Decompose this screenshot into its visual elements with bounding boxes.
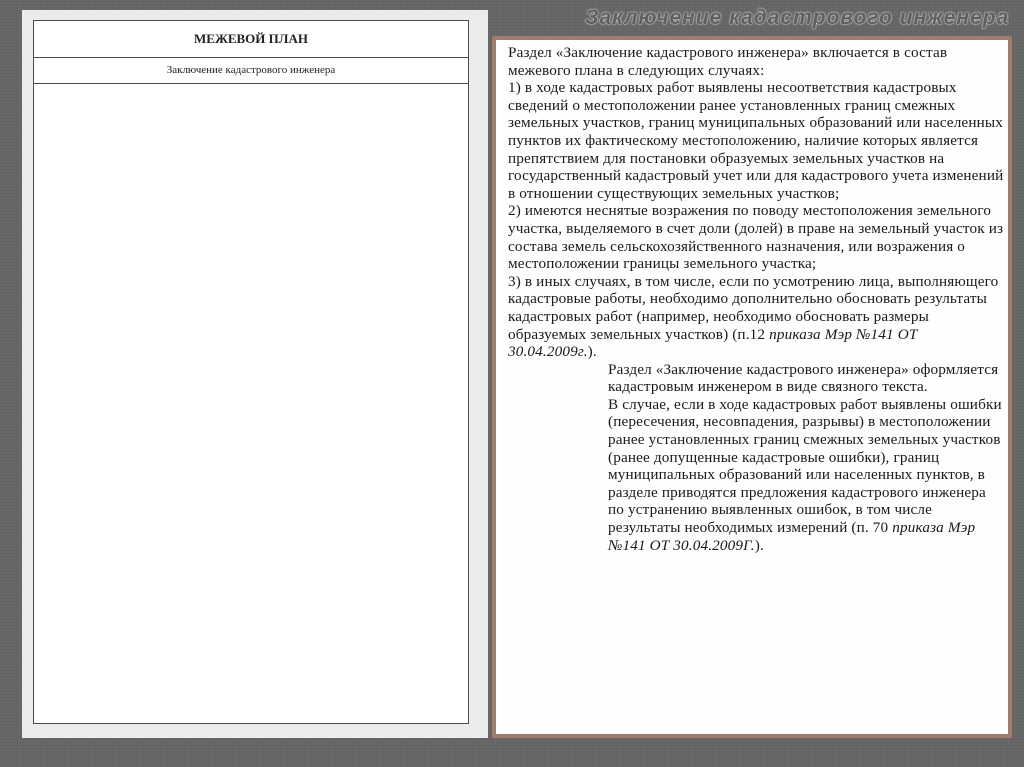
paragraph-errors <box>508 396 1004 554</box>
paragraph-intro: Раздел «Заключение кадастрового инженера» включается в состав межевого плана в следующих случаях: <box>508 44 948 79</box>
paragraph-case-1: 1) в ходе кадастровых работ выявлены несоответствия кадастровых сведений о местоположении ранее установленных границ смежных земельных участков, границ муниципальных образований или населенных пунктов их фактическому местоположению, наличие которых является препятствием для постановки образуемых земельных участков на государственный кадастровый учет или для кадастрового учета изменений в отношении существующих земельных участков; <box>508 79 1004 202</box>
slide-title: Заключение кадастрового инженера <box>585 6 1010 29</box>
order-reference: приказа Мэр №141 ОТ 30.04.2009Г. <box>608 519 976 554</box>
document-header: МЕЖЕВОЙ ПЛАН <box>34 21 468 58</box>
paragraph-errors-end: ). <box>754 536 764 554</box>
document-preview-panel <box>22 10 488 738</box>
text-content <box>508 44 1004 554</box>
paragraph-case-3-text: 3) в иных случаях, в том числе, если по усмотрению лица, выполняющего кадастровые работы, необходимо дополнительно обосновать результаты кадастровых работ (например, необходимо обосновать размеры образуемых земельных участков) (п.12 <box>508 272 999 343</box>
document-subheader: Заключение кадастрового инженера <box>34 58 468 84</box>
document-sheet <box>33 20 469 724</box>
paragraph-case-3 <box>508 273 1004 361</box>
paragraph-case-3-end: ). <box>587 343 597 361</box>
paragraph-errors-text: В случае, если в ходе кадастровых работ выявлены ошибки (пересечения, несовпадения, разрывы) в местоположении ранее установленных границ смежных земельных участков (ранее допущенные кадастровые ошибки), границ муниципальных образований или населенных пунктов, в разделе приводятся предложения кадастрового инженера по устранению выявленных ошибок, в том числе результаты необходимых измерений (п. 70 <box>608 395 1002 537</box>
order-reference: приказа Мэр №141 ОТ 30.04.2009г. <box>508 325 918 361</box>
paragraph-case-2: 2) имеются неснятые возражения по поводу местоположения земельного участка, выделяемого в счет доли (долей) в праве на земельный участок из состава земель сельскохозяйственного назначения, или возражения о местоположении границы земельного участка; <box>508 202 1004 273</box>
text-panel <box>492 36 1012 738</box>
paragraph-format: Раздел «Заключение кадастрового инженера» оформляется кадастровым инженером в виде связного текста. <box>608 360 999 396</box>
